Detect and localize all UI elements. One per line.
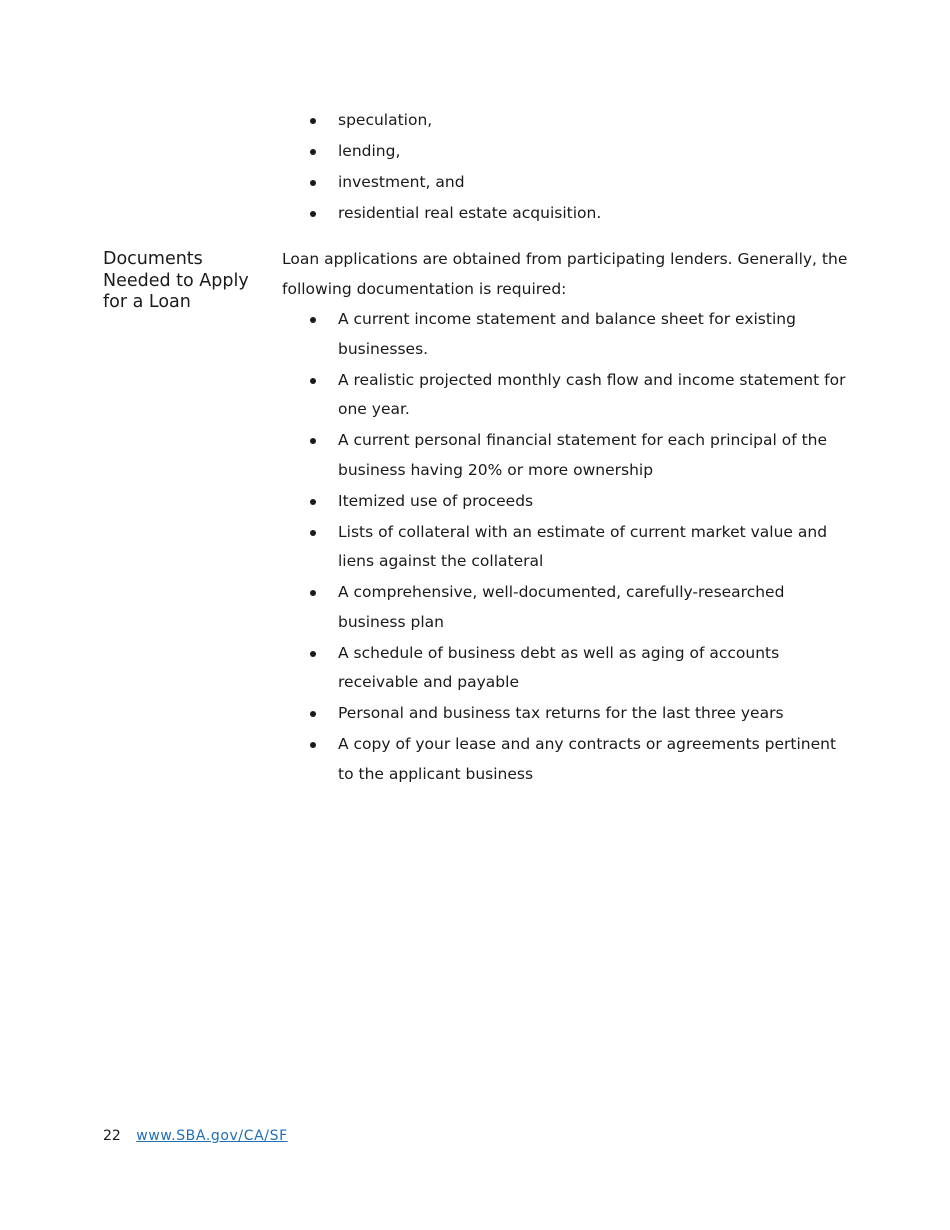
list-item-text: Lists of collateral with an estimate of current market value and liens against the collateral (338, 522, 828, 570)
bullet-icon (310, 711, 316, 717)
list-item (282, 305, 852, 364)
required-documents-list (282, 305, 852, 789)
page-number: 22 (103, 1128, 121, 1144)
list-item (282, 730, 852, 789)
list-item (282, 137, 852, 167)
list-item (282, 168, 852, 198)
bullet-icon (310, 378, 316, 384)
list-item (282, 578, 852, 637)
bullet-icon (310, 590, 316, 596)
bullet-icon (310, 742, 316, 748)
list-item-text: A current income statement and balance sheet for existing businesses. (338, 310, 796, 358)
page-footer (103, 1125, 288, 1147)
list-item-text: A current personal financial statement for each principal of the business having 20% or more ownership (338, 431, 828, 479)
list-item-text: lending, (338, 142, 401, 160)
list-item-text: speculation, (338, 111, 433, 129)
list-item (282, 487, 852, 517)
section-body (282, 245, 852, 791)
bullet-icon (310, 317, 316, 323)
section-intro: Loan applications are obtained from participating lenders. Generally, the following documentation is required: (282, 250, 848, 298)
list-item-text: residential real estate acquisition. (338, 204, 602, 222)
list-item-text: investment, and (338, 173, 465, 191)
list-item-text: A schedule of business debt as well as aging of accounts receivable and payable (338, 643, 780, 691)
list-item (282, 106, 852, 136)
bullet-icon (310, 438, 316, 444)
list-item (282, 366, 852, 425)
bullet-icon (310, 530, 316, 536)
bullet-icon (310, 499, 316, 505)
list-item-text: Itemized use of proceeds (338, 491, 534, 510)
bullet-icon (310, 149, 316, 155)
section-heading: Documents Needed to Apply for a Loan (103, 249, 249, 312)
list-item-text: Personal and business tax returns for the last three years (338, 704, 784, 722)
bullet-icon (310, 118, 316, 124)
bullet-icon (310, 180, 316, 186)
restricted-uses-list (282, 106, 852, 230)
list-item (282, 518, 852, 577)
list-item (282, 639, 852, 698)
list-item (282, 426, 852, 485)
list-item-text: A copy of your lease and any contracts or agreements pertinent to the applicant business (338, 735, 837, 783)
bullet-icon (310, 651, 316, 657)
list-item (282, 699, 852, 729)
bullet-icon (310, 211, 316, 217)
list-item-text: A realistic projected monthly cash flow and income statement for one year. (338, 370, 846, 418)
list-item-text: A comprehensive, well-documented, carefully-researched business plan (338, 583, 785, 631)
sba-website-link[interactable]: www.SBA.gov/CA/SF (136, 1128, 288, 1144)
list-item (282, 199, 852, 229)
